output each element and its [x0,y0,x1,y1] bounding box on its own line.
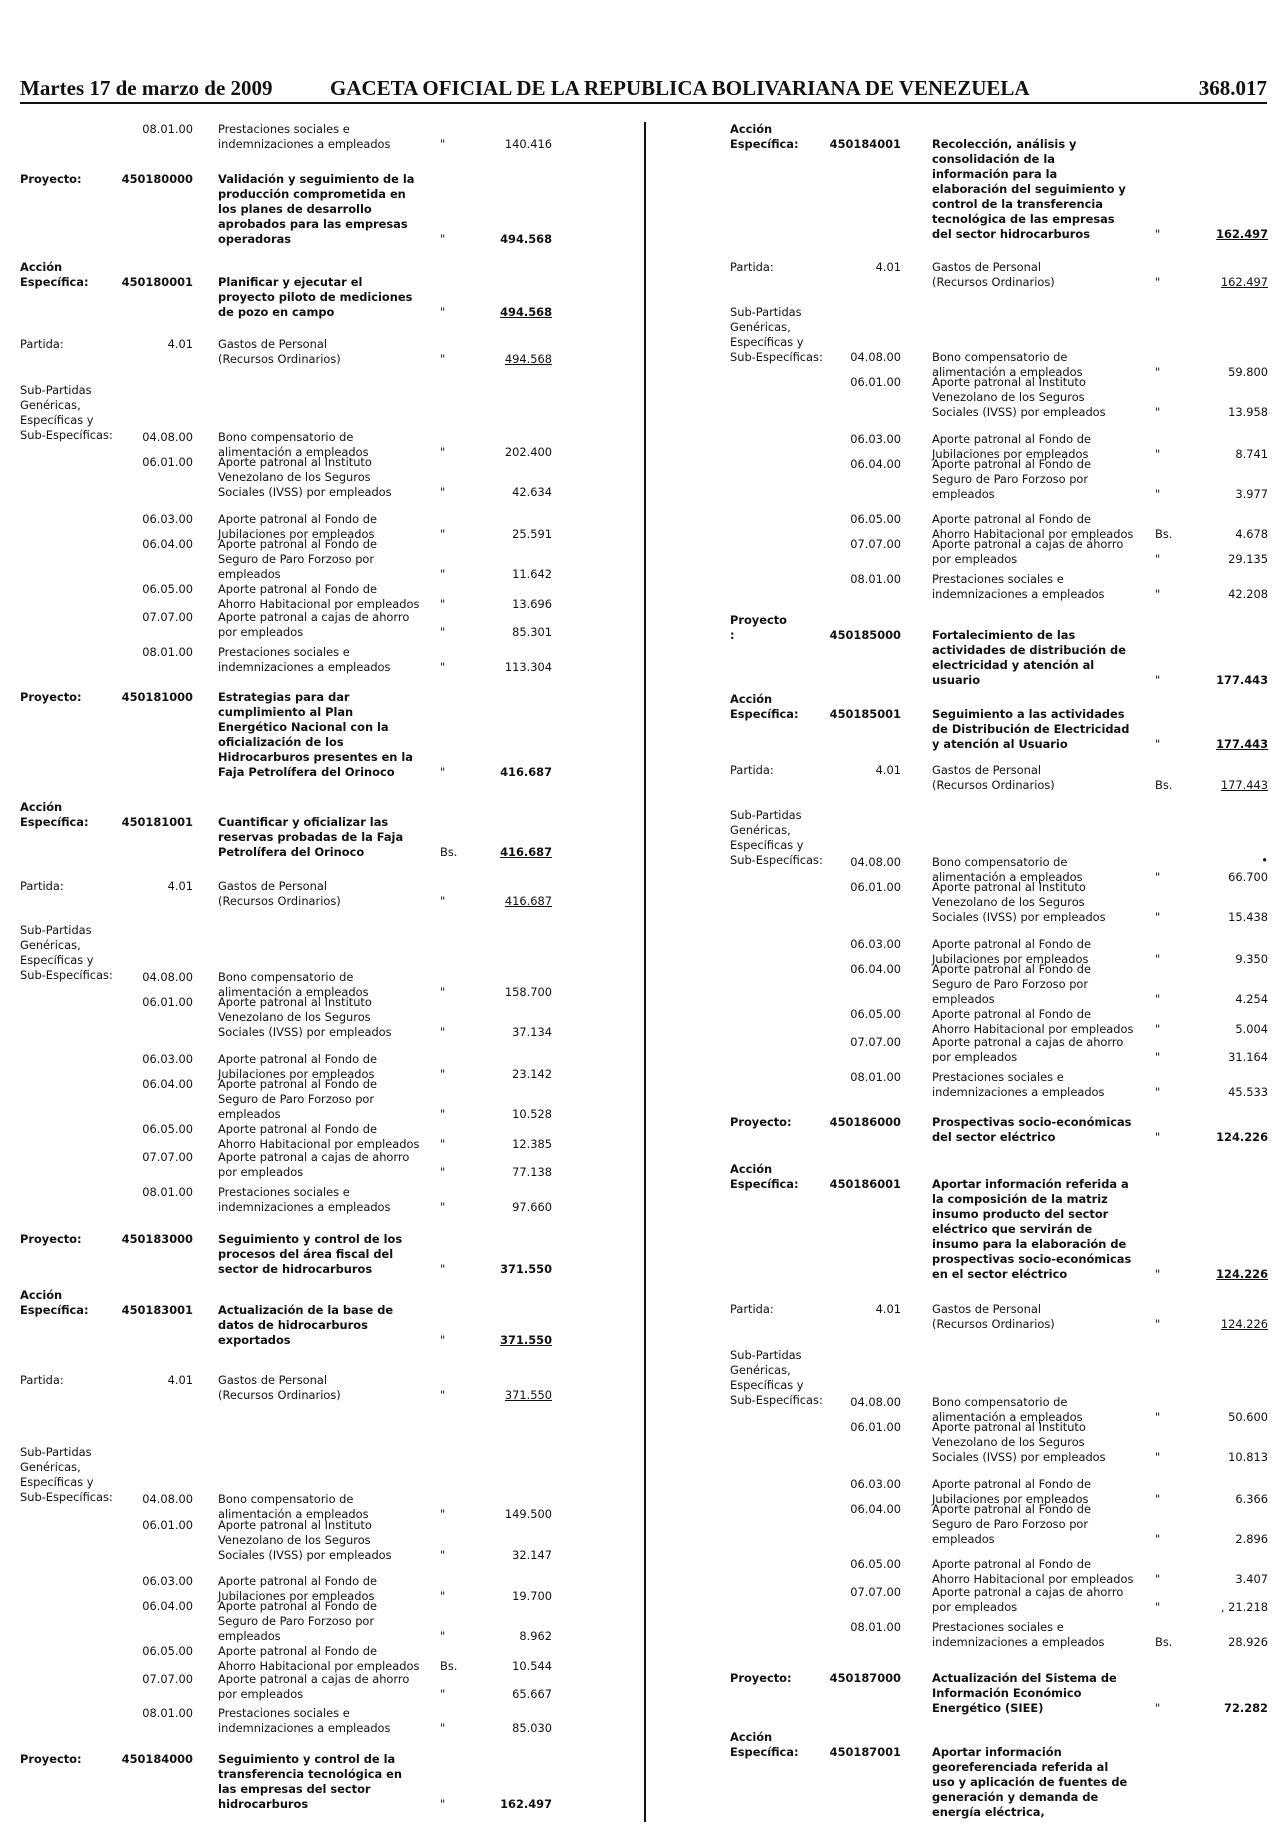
entry-description: Aporte patronal al Fondo de Jubilaciones por empleados [218,1052,377,1081]
entry-label: Proyecto: [730,1671,792,1685]
entry-currency-mark: " [440,527,446,541]
entry-currency-mark: " [1155,447,1161,461]
entry-description: Bono compensatorio de alimentación a empleados [932,350,1083,379]
header-date: Martes 17 de marzo de 2009 [20,76,273,100]
entry-currency-mark: " [440,985,446,999]
entry-currency-mark: " [1155,552,1161,566]
entry-amount: 31.164 [1228,1050,1268,1064]
entry-currency-mark: " [1155,1572,1161,1586]
entry-currency-mark: " [440,1548,446,1562]
entry-label: Sub-Partidas Genéricas, Específicas y Sub-Específicas: [20,383,113,442]
entry-amount: 5.004 [1235,1022,1268,1036]
entry-currency-mark: " [440,1107,446,1121]
entry-code: 4.01 [167,879,193,893]
entry-amount: 37.134 [512,1025,552,1039]
entry-code: 04.08.00 [850,1395,901,1409]
entry-code: 04.08.00 [142,430,193,444]
entry-amount: 140.416 [504,137,552,151]
entry-description: Aporte patronal al Fondo de Ahorro Habitacional por empleados [218,1122,420,1151]
entry-amount: 371.550 [500,1333,552,1347]
entry-currency-mark: " [1155,227,1161,241]
entry-description: Gastos de Personal (Recursos Ordinarios) [932,1302,1055,1331]
entry-label: Partida: [730,763,774,777]
entry-currency-mark: " [440,1025,446,1039]
entry-code: 450185000 [829,628,901,642]
entry-currency-mark: Bs. [1155,778,1173,792]
entry-description: Estrategias para dar cumplimiento al Plan Energético Nacional con la oficialización de los Hidrocarburos presentes en la Faja Petrolífera del Orinoco [218,690,413,779]
entry-label: Acción Específica: [20,800,89,829]
entry-code: 06.03.00 [142,1052,193,1066]
entry-code: 06.05.00 [850,1557,901,1571]
entry-amount: 494.568 [500,232,552,246]
entry-code: 06.04.00 [850,962,901,976]
entry-label: Partida: [730,260,774,274]
entry-currency-mark: " [1155,1532,1161,1546]
entry-currency-mark: " [440,597,446,611]
entry-code: 04.08.00 [142,970,193,984]
entry-description: Actualización de la base de datos de hidrocarburos exportados [218,1303,394,1347]
entry-amount: 158.700 [504,985,552,999]
entry-description: Aporte patronal al Fondo de Jubilaciones por empleados [218,512,377,541]
header-page-number: 368.017 [1198,76,1267,100]
entry-amount: 28.926 [1228,1635,1268,1649]
entry-code: 06.01.00 [850,1420,901,1434]
entry-description: Aporte patronal a cajas de ahorro por empleados [932,1585,1124,1614]
entry-description: Prestaciones sociales e indemnizaciones a empleados [932,1070,1105,1099]
entry-description: Prestaciones sociales e indemnizaciones a empleados [932,1620,1105,1649]
entry-code: 06.03.00 [850,1477,901,1491]
entry-code: 04.08.00 [850,855,901,869]
entry-currency-mark: " [440,352,446,366]
entry-label: Sub-Partidas Genéricas, Específicas y Sub-Específicas: [730,1348,823,1407]
entry-currency-mark: " [440,1067,446,1081]
entry-currency-mark: " [1155,1450,1161,1464]
entry-code: 450183000 [121,1232,193,1246]
entry-currency-mark: " [1155,1492,1161,1506]
entry-currency-mark: " [440,445,446,459]
entry-amount: 10.528 [512,1107,552,1121]
entry-amount: 124.226 [1216,1267,1268,1281]
entry-description: Prestaciones sociales e indemnizaciones a empleados [218,122,391,151]
entry-label: Partida: [20,879,64,893]
entry-description: Aporte patronal a cajas de ahorro por empleados [932,1035,1124,1064]
entry-currency-mark: " [1155,992,1161,1006]
entry-code: 4.01 [875,260,901,274]
entry-amount: 59.800 [1228,365,1268,379]
entry-currency-mark: Bs. [440,845,458,859]
entry-amount: 50.600 [1228,1410,1268,1424]
entry-description: Validación y seguimiento de la producción comprometida en los planes de desarrollo aprobados para las empresas operadoras [218,172,415,246]
entry-code: 04.08.00 [142,1492,193,1506]
entry-currency-mark: " [1155,1410,1161,1424]
entry-amount: 42.634 [512,485,552,499]
entry-amount: 32.147 [512,1548,552,1562]
entry-code: 4.01 [875,1302,901,1316]
entry-amount: 15.438 [1228,910,1268,924]
entry-description: Aporte patronal al Fondo de Jubilaciones por empleados [932,1477,1091,1506]
entry-amount: 8.741 [1235,447,1268,461]
entry-code: 06.03.00 [850,937,901,951]
entry-currency-mark: " [1155,1022,1161,1036]
entry-currency-mark: Bs. [1155,527,1173,541]
entry-code: 06.05.00 [142,1644,193,1658]
entry-description: Aporte patronal al Fondo de Ahorro Habitacional por empleados [932,512,1134,541]
entry-label: Acción Específica: [730,1730,799,1759]
entry-amount: 42.208 [1228,587,1268,601]
entry-amount: 85.030 [512,1721,552,1735]
entry-description: Aporte patronal al Fondo de Jubilaciones por empleados [932,937,1091,966]
entry-code: 08.01.00 [850,1070,901,1084]
entry-description: Aporte patronal al Fondo de Ahorro Habitacional por empleados [218,1644,420,1673]
entry-description: Seguimiento a las actividades de Distribución de Electricidad y atención al Usuario [932,707,1130,751]
entry-currency-mark: " [1155,587,1161,601]
entry-amount: 202.400 [504,445,552,459]
entry-currency-mark: " [1155,1267,1161,1281]
entry-description: Aporte patronal al Fondo de Seguro de Paro Forzoso por empleados [218,1077,377,1121]
entry-currency-mark: " [1155,1085,1161,1099]
entry-description: Prestaciones sociales e indemnizaciones a empleados [218,645,391,674]
entry-code: 06.01.00 [142,455,193,469]
entry-amount: 177.443 [1216,737,1268,751]
entry-amount: 97.660 [512,1200,552,1214]
entry-label: Proyecto: [20,172,82,186]
entry-currency-mark: " [440,137,446,151]
entry-description: Aporte patronal al Fondo de Jubilaciones por empleados [932,432,1091,461]
entry-amount: 162.497 [1216,227,1268,241]
entry-code: 06.03.00 [142,1574,193,1588]
entry-description: Prestaciones sociales e indemnizaciones a empleados [218,1185,391,1214]
entry-description: Aporte patronal al Instituto Venezolano de los Seguros Sociales (IVSS) por empleados [932,880,1106,924]
entry-description: Gastos de Personal (Recursos Ordinarios) [932,763,1055,792]
entry-amount: 85.301 [512,625,552,639]
entry-amount: 124.226 [1220,1317,1268,1331]
entry-amount: 8.962 [519,1629,552,1643]
entry-label: Proyecto: [730,1115,792,1129]
entry-currency-mark: " [1155,275,1161,289]
entry-currency-mark: " [440,1589,446,1603]
entry-description: Aporte patronal al Instituto Venezolano de los Seguros Sociales (IVSS) por empleados [932,1420,1106,1464]
entry-description: Aporte patronal al Fondo de Ahorro Habitacional por empleados [218,582,420,611]
entry-currency-mark: " [1155,1600,1161,1614]
entry-label: Sub-Partidas Genéricas, Específicas y Sub-Específicas: [730,808,823,867]
entry-code: 06.05.00 [850,1007,901,1021]
entry-code: 450186001 [829,1177,901,1191]
entry-code: 06.04.00 [142,1077,193,1091]
entry-label: Acción Específica: [20,1288,89,1317]
entry-amount: 4.254 [1235,992,1268,1006]
entry-description: Aportar información referida a la composición de la matriz insumo producto del sector eléctrico que servirán de insumo para la elaboración de prospectivas socio-económicas en el sector eléctrico [932,1177,1132,1281]
entry-amount: 13.958 [1228,405,1268,419]
entry-amount: 25.591 [512,527,552,541]
entry-code: 450183001 [121,1303,193,1317]
entry-code: 06.05.00 [850,512,901,526]
entry-amount: 29.135 [1228,552,1268,566]
entry-description: Aporte patronal a cajas de ahorro por empleados [218,1672,410,1701]
entry-amount: 45.533 [1228,1085,1268,1099]
entry-amount: 23.142 [512,1067,552,1081]
entry-description: Bono compensatorio de alimentación a empleados [932,855,1083,884]
entry-label: Sub-Partidas Genéricas, Específicas y Sub-Específicas: [730,305,823,364]
entry-description: Aporte patronal al Instituto Venezolano de los Seguros Sociales (IVSS) por empleados [218,995,392,1039]
entry-currency-mark: " [440,1388,446,1402]
entry-description: Aporte patronal al Fondo de Seguro de Paro Forzoso por empleados [932,962,1091,1006]
entry-currency-mark: " [440,1507,446,1521]
entry-currency-mark: " [1155,910,1161,924]
entry-currency-mark: " [440,765,446,779]
entry-code: 4.01 [875,763,901,777]
entry-code: 06.01.00 [142,1518,193,1532]
entry-currency-mark: " [440,1200,446,1214]
entry-amount: 9.350 [1235,952,1268,966]
entry-currency-mark: " [440,625,446,639]
entry-amount: 3.407 [1235,1572,1268,1586]
entry-code: 450181001 [121,815,193,829]
entry-label: Sub-Partidas Genéricas, Específicas y Sub-Específicas: [20,923,113,982]
entry-amount: 149.500 [504,1507,552,1521]
entry-currency-mark: " [440,1721,446,1735]
entry-description: Aporte patronal al Fondo de Seguro de Paro Forzoso por empleados [218,1599,377,1643]
entry-description: Seguimiento y control de los procesos del área fiscal del sector de hidrocarburos [218,1232,403,1276]
entry-description: Aporte patronal al Instituto Venezolano de los Seguros Sociales (IVSS) por empleados [218,455,392,499]
entry-code: 06.04.00 [142,1599,193,1613]
entry-description: Prestaciones sociales e indemnizaciones a empleados [932,572,1105,601]
entry-amount: , 21.218 [1220,1600,1268,1614]
entry-description: Bono compensatorio de alimentación a empleados [218,1492,369,1521]
entry-code: 08.01.00 [142,1185,193,1199]
entry-description: Fortalecimiento de las actividades de distribución de electricidad y atención al usuario [932,628,1126,687]
entry-amount: 177.443 [1220,778,1268,792]
entry-description: Prestaciones sociales e indemnizaciones a empleados [218,1706,391,1735]
entry-description: Aportar información georeferenciada referida al uso y aplicación de fuentes de generación y demanda de energía eléctrica, [932,1745,1128,1819]
entry-label: Acción Específica: [20,260,89,289]
entry-description: Aporte patronal a cajas de ahorro por empleados [218,1150,410,1179]
entry-code: 06.04.00 [850,1502,901,1516]
entry-code: 450186000 [829,1115,901,1129]
entry-label: Acción Específica: [730,1162,799,1191]
entry-description: Aporte patronal al Fondo de Seguro de Paro Forzoso por empleados [218,537,377,581]
entry-description: Aporte patronal al Fondo de Ahorro Habitacional por empleados [932,1557,1134,1586]
entry-label: Proyecto: [20,1232,82,1246]
entry-description: Gastos de Personal (Recursos Ordinarios) [218,879,341,908]
entry-amount: 416.687 [500,845,552,859]
entry-currency-mark: " [440,1262,446,1276]
entry-amount: 72.282 [1224,1701,1268,1715]
entry-description: Gastos de Personal (Recursos Ordinarios) [218,337,341,366]
entry-code: 06.01.00 [142,995,193,1009]
entry-code: 07.07.00 [142,1150,193,1164]
entry-description: Aporte patronal a cajas de ahorro por empleados [932,537,1124,566]
entry-currency-mark: " [1155,1701,1161,1715]
entry-code: 06.03.00 [142,512,193,526]
entry-currency-mark: " [440,567,446,581]
entry-description: Bono compensatorio de alimentación a empleados [218,430,369,459]
entry-currency-mark: " [440,1333,446,1347]
entry-description: Bono compensatorio de alimentación a empleados [932,1395,1083,1424]
entry-currency-mark: " [1155,1130,1161,1144]
entry-amount: 13.696 [512,597,552,611]
entry-description: Aporte patronal a cajas de ahorro por empleados [218,610,410,639]
entry-amount: 11.642 [512,567,552,581]
entry-code: 08.01.00 [850,572,901,586]
entry-code: 450184000 [121,1752,193,1766]
entry-code: 07.07.00 [850,1585,901,1599]
entry-code: 08.01.00 [142,645,193,659]
entry-label: Sub-Partidas Genéricas, Específicas y Sub-Específicas: [20,1445,113,1504]
entry-currency-mark: " [1155,737,1161,751]
entry-description: Aporte patronal al Fondo de Seguro de Paro Forzoso por empleados [932,457,1091,501]
entry-label: Proyecto: [20,1752,82,1766]
entry-code: 450185001 [829,707,901,721]
entry-amount: 66.700 [1228,870,1268,884]
entry-currency-mark: " [1155,952,1161,966]
entry-currency-mark: " [440,1629,446,1643]
entry-code: 08.01.00 [850,1620,901,1634]
entry-amount: 416.687 [500,765,552,779]
entry-currency-mark: Bs. [1155,1635,1173,1649]
entry-amount: 3.977 [1235,487,1268,501]
entry-code: 08.01.00 [142,122,193,136]
entry-amount: 162.497 [500,1797,552,1811]
entry-amount: 77.138 [512,1165,552,1179]
entry-description: Actualización del Sistema de Información Económico Energético (SIEE) [932,1671,1117,1715]
entry-description: Cuantificar y oficializar las reservas probadas de la Faja Petrolífera del Orinoco [218,815,404,859]
header-title: GACETA OFICIAL DE LA REPUBLICA BOLIVARIANA DE VENEZUELA [330,76,1030,100]
entry-currency-mark: " [440,660,446,674]
entry-currency-mark: " [1155,870,1161,884]
entry-label: Proyecto : [730,613,787,642]
entry-amount: 371.550 [504,1388,552,1402]
entry-description: Planificar y ejecutar el proyecto piloto de mediciones de pozo en campo [218,275,413,319]
entry-code: 06.04.00 [142,537,193,551]
entry-code: 07.07.00 [850,1035,901,1049]
entry-code: 450187001 [829,1745,901,1759]
entry-description: Prospectivas socio-económicas del sector eléctrico [932,1115,1132,1144]
entry-description: Gastos de Personal (Recursos Ordinarios) [218,1373,341,1402]
entry-code: 4.01 [167,1373,193,1387]
entry-currency-mark: " [440,485,446,499]
entry-code: 06.05.00 [142,582,193,596]
entry-amount: 113.304 [504,660,552,674]
entry-description: Gastos de Personal (Recursos Ordinarios) [932,260,1055,289]
entry-description: Aporte patronal al Fondo de Jubilaciones por empleados [218,1574,377,1603]
entry-amount: 19.700 [512,1589,552,1603]
entry-code: 07.07.00 [850,537,901,551]
entry-code: 06.05.00 [142,1122,193,1136]
entry-currency-mark: " [440,1797,446,1811]
entry-currency-mark: " [440,1687,446,1701]
entry-label: Acción Específica: [730,122,799,151]
entry-code: 06.01.00 [850,375,901,389]
entry-label: Acción Específica: [730,692,799,721]
entry-amount: 124.226 [1216,1130,1268,1144]
entry-currency-mark: " [1155,365,1161,379]
entry-amount: 6.366 [1235,1492,1268,1506]
entry-label: Partida: [20,337,64,351]
entry-amount: 10.544 [512,1659,552,1673]
entry-currency-mark: " [440,1165,446,1179]
entry-description: Seguimiento y control de la transferencia tecnológica en las empresas del sector hidrocarburos [218,1752,402,1811]
entry-currency-mark: Bs. [440,1659,458,1673]
entry-label: Partida: [730,1302,774,1316]
entry-code: 06.04.00 [850,457,901,471]
entry-code: 450180001 [121,275,193,289]
entry-code: 04.08.00 [850,350,901,364]
entry-amount: 12.385 [512,1137,552,1151]
entry-code: 07.07.00 [142,1672,193,1686]
entry-currency-mark: " [440,1137,446,1151]
entry-currency-mark: " [1155,405,1161,419]
entry-description: Aporte patronal al Instituto Venezolano de los Seguros Sociales (IVSS) por empleados [932,375,1106,419]
entry-currency-mark: " [440,305,446,319]
entry-code: 450187000 [829,1671,901,1685]
entry-currency-mark: " [1155,1050,1161,1064]
entry-description: Aporte patronal al Instituto Venezolano de los Seguros Sociales (IVSS) por empleados [218,1518,392,1562]
entry-description: Aporte patronal al Fondo de Seguro de Paro Forzoso por empleados [932,1502,1091,1546]
entry-amount: 2.896 [1235,1532,1268,1546]
entry-description: Recolección, análisis y consolidación de la información para la elaboración del seguimiento y control de la transferencia tecnológica de las empresas del sector hidrocarburos [932,137,1126,241]
entry-amount: 65.667 [512,1687,552,1701]
entry-label: Partida: [20,1373,64,1387]
entry-amount: 177.443 [1216,673,1268,687]
entry-currency-mark: " [1155,673,1161,687]
entry-amount: 371.550 [500,1262,552,1276]
entry-description: Bono compensatorio de alimentación a empleados [218,970,369,999]
entry-code: 450181000 [121,690,193,704]
entry-code: 450184001 [829,137,901,151]
entry-currency-mark: " [1155,1317,1161,1331]
entry-code: 08.01.00 [142,1706,193,1720]
entry-amount: 162.497 [1220,275,1268,289]
entry-amount: 416.687 [504,894,552,908]
entry-currency-mark: " [440,894,446,908]
entry-amount: • [1261,853,1268,867]
entry-amount: 10.813 [1228,1450,1268,1464]
entry-currency-mark: " [1155,487,1161,501]
entry-label: Proyecto: [20,690,82,704]
entry-amount: 4.678 [1235,527,1268,541]
entry-code: 450180000 [121,172,193,186]
entry-code: 4.01 [167,337,193,351]
entry-description: Aporte patronal al Fondo de Ahorro Habitacional por empleados [932,1007,1134,1036]
entry-amount: 494.568 [500,305,552,319]
entry-code: 07.07.00 [142,610,193,624]
entry-amount: 494.568 [504,352,552,366]
entry-code: 06.01.00 [850,880,901,894]
entry-code: 06.03.00 [850,432,901,446]
entry-currency-mark: " [440,232,446,246]
